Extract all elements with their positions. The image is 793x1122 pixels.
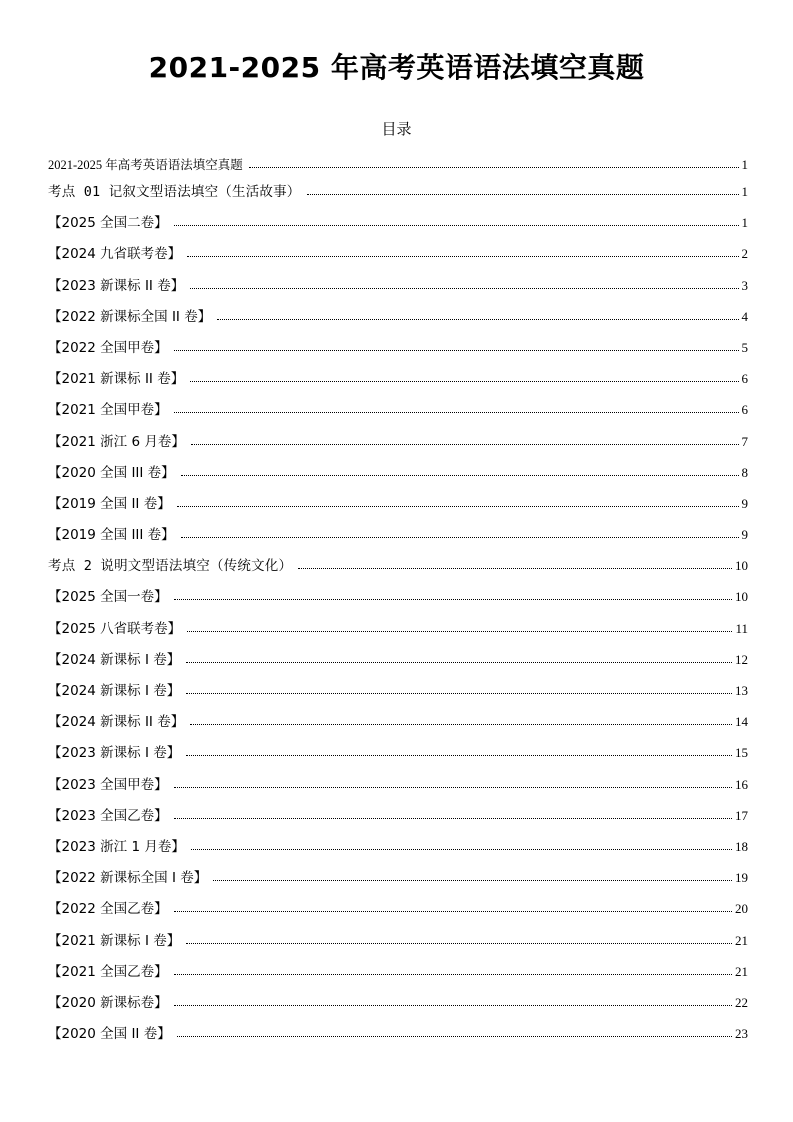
toc-entry-label: 【2021 新课标 II 卷】 bbox=[48, 371, 185, 388]
dot-leader bbox=[190, 288, 738, 289]
toc-entry-page: 18 bbox=[735, 838, 748, 854]
toc-entry[interactable] bbox=[48, 180, 748, 211]
dot-leader bbox=[181, 475, 739, 476]
toc-entry-label: 【2022 全国甲卷】 bbox=[48, 339, 168, 356]
toc-entry[interactable] bbox=[48, 305, 748, 336]
dot-leader bbox=[174, 412, 739, 413]
dot-leader bbox=[307, 194, 739, 195]
toc-entry-label: 【2025 全国一卷】 bbox=[48, 589, 168, 606]
toc-entry-page: 1 bbox=[741, 184, 748, 199]
toc-entry-page: 1 bbox=[741, 157, 748, 172]
toc-entry-page: 14 bbox=[735, 714, 748, 730]
toc-entry-label: 【2023 新课标 I 卷】 bbox=[48, 745, 181, 762]
dot-leader bbox=[191, 849, 732, 850]
toc-entry[interactable] bbox=[48, 617, 748, 648]
toc-entry-page: 23 bbox=[735, 1026, 748, 1042]
toc-entry[interactable] bbox=[48, 835, 748, 866]
toc-entry-label: 【2020 全国 III 卷】 bbox=[48, 464, 175, 481]
toc-entry-page: 16 bbox=[735, 776, 748, 792]
toc-entry-page: 2 bbox=[741, 246, 748, 262]
toc-entry-page: 20 bbox=[735, 901, 748, 917]
toc-entry[interactable] bbox=[48, 398, 748, 429]
dot-leader bbox=[217, 319, 738, 320]
toc-entry[interactable] bbox=[48, 585, 748, 616]
dot-leader bbox=[191, 444, 739, 445]
toc-entry[interactable] bbox=[48, 866, 748, 897]
toc-entry-page: 13 bbox=[735, 683, 748, 698]
toc-entry-page: 4 bbox=[741, 308, 748, 324]
toc-entry-label: 考点 01 记叙文型语法填空（生活故事） bbox=[48, 184, 301, 200]
dot-leader bbox=[174, 350, 739, 351]
dot-leader bbox=[190, 724, 732, 725]
toc-entry-page: 10 bbox=[735, 589, 748, 605]
toc-entry-page: 3 bbox=[741, 277, 748, 293]
dot-leader bbox=[181, 537, 739, 538]
toc-entry[interactable] bbox=[48, 367, 748, 398]
dot-leader bbox=[186, 755, 732, 756]
toc-entry-page: 11 bbox=[735, 620, 748, 636]
toc-entry-label: 【2025 八省联考卷】 bbox=[48, 620, 182, 637]
dot-leader bbox=[298, 568, 732, 569]
toc-entry[interactable] bbox=[48, 741, 748, 772]
toc-heading: 目录 bbox=[381, 120, 412, 138]
toc-entry[interactable] bbox=[48, 155, 748, 180]
dot-leader bbox=[174, 911, 732, 912]
toc-entry[interactable] bbox=[48, 929, 748, 960]
toc-entry[interactable] bbox=[48, 710, 748, 741]
toc-entry[interactable] bbox=[48, 430, 748, 461]
dot-leader bbox=[174, 818, 732, 819]
table-of-contents bbox=[48, 155, 748, 1053]
toc-entry-label: 【2023 新课标 II 卷】 bbox=[48, 277, 185, 294]
toc-entry-page: 19 bbox=[735, 870, 748, 886]
toc-entry[interactable] bbox=[48, 804, 748, 835]
toc-entry-page: 6 bbox=[741, 371, 748, 387]
dot-leader bbox=[174, 599, 732, 600]
toc-entry[interactable] bbox=[48, 492, 748, 523]
toc-entry[interactable] bbox=[48, 274, 748, 305]
dot-leader bbox=[186, 693, 732, 694]
toc-entry[interactable] bbox=[48, 554, 748, 585]
dot-leader bbox=[249, 167, 739, 168]
toc-entry[interactable] bbox=[48, 242, 748, 273]
toc-entry-label: 【2023 全国乙卷】 bbox=[48, 807, 168, 824]
toc-entry[interactable] bbox=[48, 336, 748, 367]
dot-leader bbox=[174, 1005, 732, 1006]
toc-entry[interactable] bbox=[48, 773, 748, 804]
dot-leader bbox=[213, 880, 732, 881]
toc-entry-page: 8 bbox=[741, 464, 748, 480]
toc-entry-label: 【2021 浙江 6 月卷】 bbox=[48, 433, 185, 450]
toc-entry-page: 5 bbox=[741, 339, 748, 355]
dot-leader bbox=[186, 662, 732, 663]
toc-entry-page: 17 bbox=[735, 807, 748, 823]
toc-entry[interactable] bbox=[48, 1022, 748, 1053]
toc-entry-label: 【2021 全国甲卷】 bbox=[48, 402, 168, 419]
toc-entry-label: 考点 2 说明文型语法填空（传统文化） bbox=[48, 558, 293, 575]
toc-entry-label: 【2023 全国甲卷】 bbox=[48, 776, 168, 793]
toc-entry-label: 2021-2025 年高考英语语法填空真题 bbox=[48, 158, 243, 172]
toc-entry-page: 1 bbox=[741, 215, 748, 231]
toc-entry-label: 【2025 全国二卷】 bbox=[48, 215, 168, 232]
toc-entry-label: 【2021 全国乙卷】 bbox=[48, 963, 168, 980]
toc-entry-page: 21 bbox=[735, 932, 748, 948]
toc-entry-label: 【2023 浙江 1 月卷】 bbox=[48, 838, 185, 855]
toc-entry-label: 【2021 新课标 I 卷】 bbox=[48, 932, 181, 949]
dot-leader bbox=[177, 506, 739, 507]
toc-entry[interactable] bbox=[48, 648, 748, 679]
toc-entry[interactable] bbox=[48, 897, 748, 928]
toc-entry-label: 【2024 新课标 I 卷】 bbox=[48, 651, 181, 668]
toc-entry-label: 【2024 九省联考卷】 bbox=[48, 246, 182, 263]
toc-entry-label: 【2022 新课标全国 I 卷】 bbox=[48, 870, 208, 887]
toc-entry-page: 9 bbox=[741, 495, 748, 511]
dot-leader bbox=[190, 381, 738, 382]
toc-entry-page: 12 bbox=[735, 651, 748, 667]
dot-leader bbox=[174, 225, 739, 226]
dot-leader bbox=[186, 943, 732, 944]
toc-entry-label: 【2020 新课标卷】 bbox=[48, 994, 168, 1011]
toc-entry[interactable] bbox=[48, 461, 748, 492]
toc-entry-page: 9 bbox=[741, 527, 748, 543]
dot-leader bbox=[187, 631, 732, 632]
toc-entry[interactable] bbox=[48, 679, 748, 710]
toc-entry-label: 【2022 新课标全国 II 卷】 bbox=[48, 308, 212, 325]
toc-entry-label: 【2019 全国 III 卷】 bbox=[48, 527, 175, 544]
toc-entry[interactable] bbox=[48, 523, 748, 554]
toc-entry-label: 【2024 新课标 II 卷】 bbox=[48, 714, 185, 731]
toc-entry[interactable] bbox=[48, 211, 748, 242]
toc-entry-page: 21 bbox=[735, 963, 748, 979]
dot-leader bbox=[177, 1036, 732, 1037]
toc-entry-label: 【2024 新课标 I 卷】 bbox=[48, 683, 181, 699]
toc-entry-page: 6 bbox=[741, 402, 748, 418]
toc-entry-page: 22 bbox=[735, 994, 748, 1010]
toc-entry-page: 15 bbox=[735, 745, 748, 761]
dot-leader bbox=[174, 974, 732, 975]
toc-entry-label: 【2019 全国 II 卷】 bbox=[48, 495, 171, 512]
toc-entry-page: 10 bbox=[735, 558, 748, 574]
toc-entry-label: 【2020 全国 II 卷】 bbox=[48, 1026, 171, 1043]
toc-entry[interactable] bbox=[48, 960, 748, 991]
document-title: 2021-2025 年高考英语语法填空真题 bbox=[148, 51, 645, 84]
toc-entry[interactable] bbox=[48, 991, 748, 1022]
dot-leader bbox=[187, 256, 738, 257]
toc-entry-page: 7 bbox=[741, 433, 748, 449]
toc-entry-label: 【2022 全国乙卷】 bbox=[48, 901, 168, 918]
dot-leader bbox=[174, 787, 732, 788]
